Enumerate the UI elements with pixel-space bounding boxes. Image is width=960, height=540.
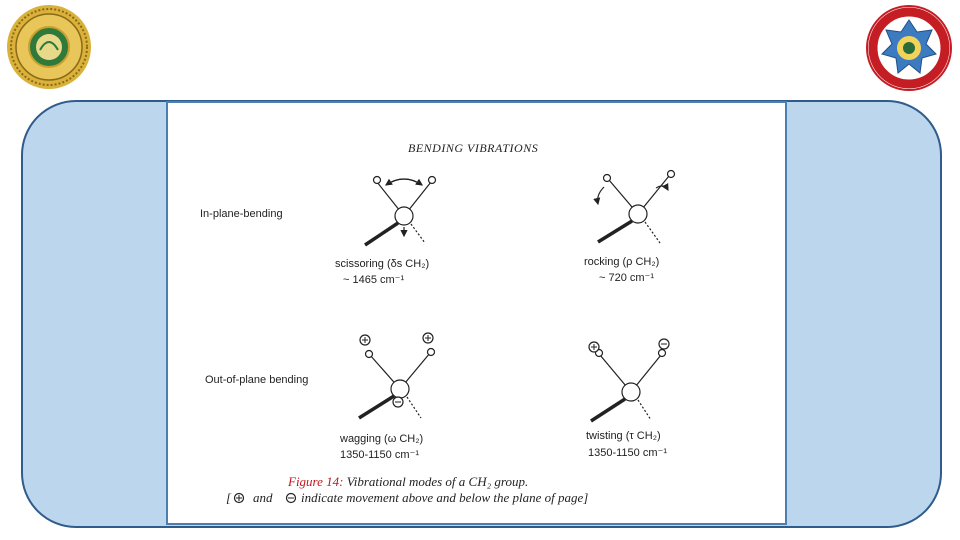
rocking-molecule xyxy=(598,171,675,244)
scissoring-molecule xyxy=(365,177,436,246)
twisting-label: twisting (τ CH₂) xyxy=(586,430,661,442)
figure-caption xyxy=(288,473,528,491)
rocking-frequency: ~ 720 cm⁻¹ xyxy=(599,272,655,284)
caption-label: Figure 14: xyxy=(288,474,344,489)
wagging-molecule xyxy=(359,333,435,418)
ch2-vibrations-diagram xyxy=(168,103,785,523)
scissoring-label: scissoring (δs CH₂) xyxy=(335,258,430,270)
note-bracket: [ xyxy=(226,490,232,505)
college-seal-logo xyxy=(864,4,954,92)
in-plane-label: In-plane-bending xyxy=(200,208,283,220)
diagram-title: BENDING VIBRATIONS xyxy=(408,141,539,155)
university-seal-logo xyxy=(6,4,92,90)
twisting-frequency: 1350-1150 cm⁻¹ xyxy=(588,447,667,459)
wagging-frequency: 1350-1150 cm⁻¹ xyxy=(340,449,419,461)
out-of-plane-label: Out-of-plane bending xyxy=(205,374,309,386)
note-text: indicate movement above and below the plane of page] xyxy=(301,490,589,505)
note-and: and xyxy=(253,490,273,505)
caption-text: Vibrational modes of a CH₂ group. xyxy=(343,474,529,489)
vibration-figure xyxy=(166,101,787,525)
twisting-molecule xyxy=(589,339,669,421)
wagging-label: wagging (ω CH₂) xyxy=(340,433,424,445)
rocking-label: rocking (ρ CH₂) xyxy=(584,256,660,268)
scissoring-frequency: ~ 1465 cm⁻¹ xyxy=(343,274,405,286)
